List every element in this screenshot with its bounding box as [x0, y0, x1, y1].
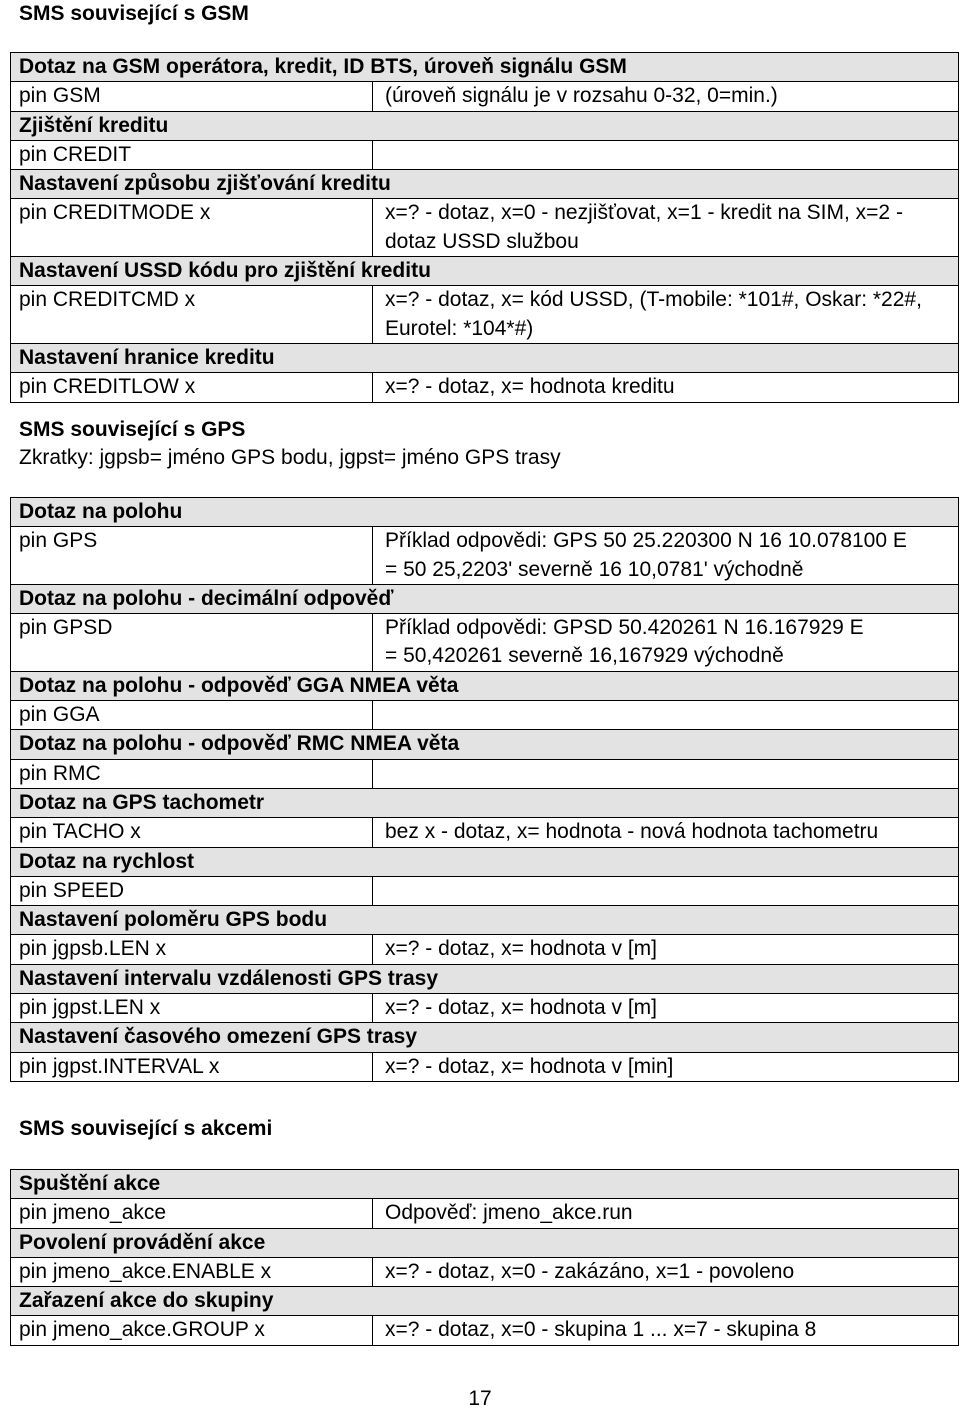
description-cell — [373, 994, 959, 1023]
description-cell — [373, 373, 959, 402]
description-text: x=? - dotaz, x= kód USSD, (T-mobile: *101#, Oskar: *22#, Eurotel: *104*#) — [385, 288, 922, 340]
section-title: Povolení provádění akce — [11, 1228, 959, 1257]
table-row — [11, 876, 959, 905]
table-section-row — [11, 906, 959, 935]
section-title: Nastavení způsobu zjišťování kreditu — [11, 170, 959, 199]
page-number: 17 — [468, 1387, 492, 1410]
description-text: x=? - dotaz, x=0 - skupina 1 ... x=7 - skupina 8 — [385, 1318, 817, 1342]
table-row — [11, 818, 959, 847]
description-text — [385, 877, 958, 905]
table-section-row — [11, 53, 959, 82]
description-cell — [373, 286, 959, 344]
command-cell: pin jgpst.INTERVAL x — [11, 1052, 373, 1081]
description-text: x=? - dotaz, x=0 - nezjišťovat, x=1 - kredit na SIM, x=2 - dotaz USSD službou — [385, 201, 903, 253]
description-text: Příklad odpovědi: GPS 50 25.220300 N 16 10.078100 E — [385, 529, 907, 553]
table-section-row — [11, 257, 959, 286]
section-title: Nastavení časového omezení GPS trasy — [11, 1023, 959, 1052]
description-text: (úroveň signálu je v rozsahu 0-32, 0=min.) — [385, 84, 778, 108]
description-text: x=? - dotaz, x= hodnota kreditu — [385, 375, 675, 399]
table-section-row — [11, 964, 959, 993]
section-title: Nastavení USSD kódu pro zjištění kreditu — [11, 257, 959, 286]
table-section-row — [11, 671, 959, 700]
section-title: Dotaz na polohu - decimální odpověď — [11, 584, 959, 613]
command-cell: pin CREDITCMD x — [11, 286, 373, 344]
command-cell: pin CREDITLOW x — [11, 373, 373, 402]
section-title: Dotaz na GPS tachometr — [11, 788, 959, 817]
description-cell — [373, 527, 959, 585]
table-row — [11, 140, 959, 169]
section-title: Zařazení akce do skupiny — [11, 1287, 959, 1316]
command-cell: pin CREDIT — [11, 140, 373, 169]
section-title: Zjištění kreditu — [11, 111, 959, 140]
description-cell — [373, 614, 959, 672]
table-section-row — [11, 847, 959, 876]
section-title: Nastavení poloměru GPS bodu — [11, 906, 959, 935]
command-cell: pin SPEED — [11, 876, 373, 905]
table-section-row — [11, 788, 959, 817]
table-section-row — [11, 111, 959, 140]
command-cell: pin GGA — [11, 701, 373, 730]
command-cell: pin jmeno_akce — [11, 1199, 373, 1228]
description-cell — [373, 701, 959, 730]
section-title: Dotaz na rychlost — [11, 847, 959, 876]
command-cell: pin TACHO x — [11, 818, 373, 847]
table-row — [11, 527, 959, 585]
description-text — [385, 141, 958, 169]
command-cell: pin jmeno_akce.ENABLE x — [11, 1257, 373, 1286]
description-text: x=? - dotaz, x= hodnota v [min] — [385, 1054, 674, 1078]
description-cell — [373, 876, 959, 905]
command-cell: pin jgpsb.LEN x — [11, 935, 373, 964]
table-section-row — [11, 1170, 959, 1199]
table-row — [11, 935, 959, 964]
table-row — [11, 286, 959, 344]
section-title: Nastavení intervalu vzdálenosti GPS trasy — [11, 964, 959, 993]
command-cell: pin jgpst.LEN x — [11, 994, 373, 1023]
description-cell — [373, 199, 959, 257]
description-text: x=? - dotaz, x= hodnota v [m] — [385, 996, 657, 1020]
table-section-row — [11, 730, 959, 759]
section-title: Dotaz na GSM operátora, kredit, ID BTS, úroveň signálu GSM — [11, 53, 959, 82]
description-cell — [373, 140, 959, 169]
description-text: Odpověď: jmeno_akce.run — [385, 1201, 633, 1225]
table-section-row — [11, 1228, 959, 1257]
table-row — [11, 1199, 959, 1228]
table-row — [11, 1052, 959, 1081]
section-title: Spuštění akce — [11, 1170, 959, 1199]
table-row — [11, 614, 959, 672]
description-text — [385, 760, 958, 788]
command-cell: pin GSM — [11, 82, 373, 111]
section-title: Dotaz na polohu — [11, 498, 959, 527]
table-section-row — [11, 1023, 959, 1052]
table-row — [11, 373, 959, 402]
description-text — [385, 701, 958, 729]
table-section-row — [11, 584, 959, 613]
description-text: x=? - dotaz, x= hodnota v [m] — [385, 937, 657, 961]
section-title: Dotaz na polohu - odpověď GGA NMEA věta — [11, 671, 959, 700]
table-row — [11, 1257, 959, 1286]
table-row — [11, 759, 959, 788]
description-text: bez x - dotaz, x= hodnota - nová hodnota tachometru — [385, 820, 879, 844]
section-title: Nastavení hranice kreditu — [11, 343, 959, 372]
description-cell — [373, 759, 959, 788]
gsm-command-table — [10, 52, 959, 403]
akce-command-table — [10, 1169, 959, 1346]
command-cell: pin GPSD — [11, 614, 373, 672]
command-cell: pin CREDITMODE x — [11, 199, 373, 257]
table-row — [11, 1316, 959, 1345]
description-text: Příklad odpovědi: GPSD 50.420261 N 16.167929 E — [385, 616, 864, 640]
command-cell: pin GPS — [11, 527, 373, 585]
description-cell — [373, 1316, 959, 1345]
table-section-row — [11, 1287, 959, 1316]
table-section-row — [11, 498, 959, 527]
description-cell — [373, 82, 959, 111]
section-heading-gps: SMS související s GPS — [19, 418, 246, 441]
gps-command-table — [10, 497, 959, 1082]
command-cell: pin RMC — [11, 759, 373, 788]
section-heading-akce: SMS související s akcemi — [19, 1117, 273, 1140]
description-text: x=? - dotaz, x=0 - zakázáno, x=1 - povoleno — [385, 1259, 795, 1283]
section-heading-gsm: SMS související s GSM — [19, 2, 249, 25]
command-cell: pin jmeno_akce.GROUP x — [11, 1316, 373, 1345]
description-cell — [373, 1199, 959, 1228]
table-section-row — [11, 170, 959, 199]
description-text-conversion: = 50,420261 severně 16,167929 východně — [385, 644, 784, 668]
section-title: Dotaz na polohu - odpověď RMC NMEA věta — [11, 730, 959, 759]
description-cell — [373, 935, 959, 964]
description-text-conversion: = 50 25,2203' severně 16 10,0781' východně — [385, 557, 804, 581]
table-row — [11, 994, 959, 1023]
gps-abbreviations: Zkratky: jgpsb= jméno GPS bodu, jgpst= jméno GPS trasy — [19, 446, 561, 469]
description-cell — [373, 1257, 959, 1286]
table-row — [11, 199, 959, 257]
table-section-row — [11, 343, 959, 372]
table-row — [11, 82, 959, 111]
description-cell — [373, 818, 959, 847]
table-row — [11, 701, 959, 730]
description-cell — [373, 1052, 959, 1081]
